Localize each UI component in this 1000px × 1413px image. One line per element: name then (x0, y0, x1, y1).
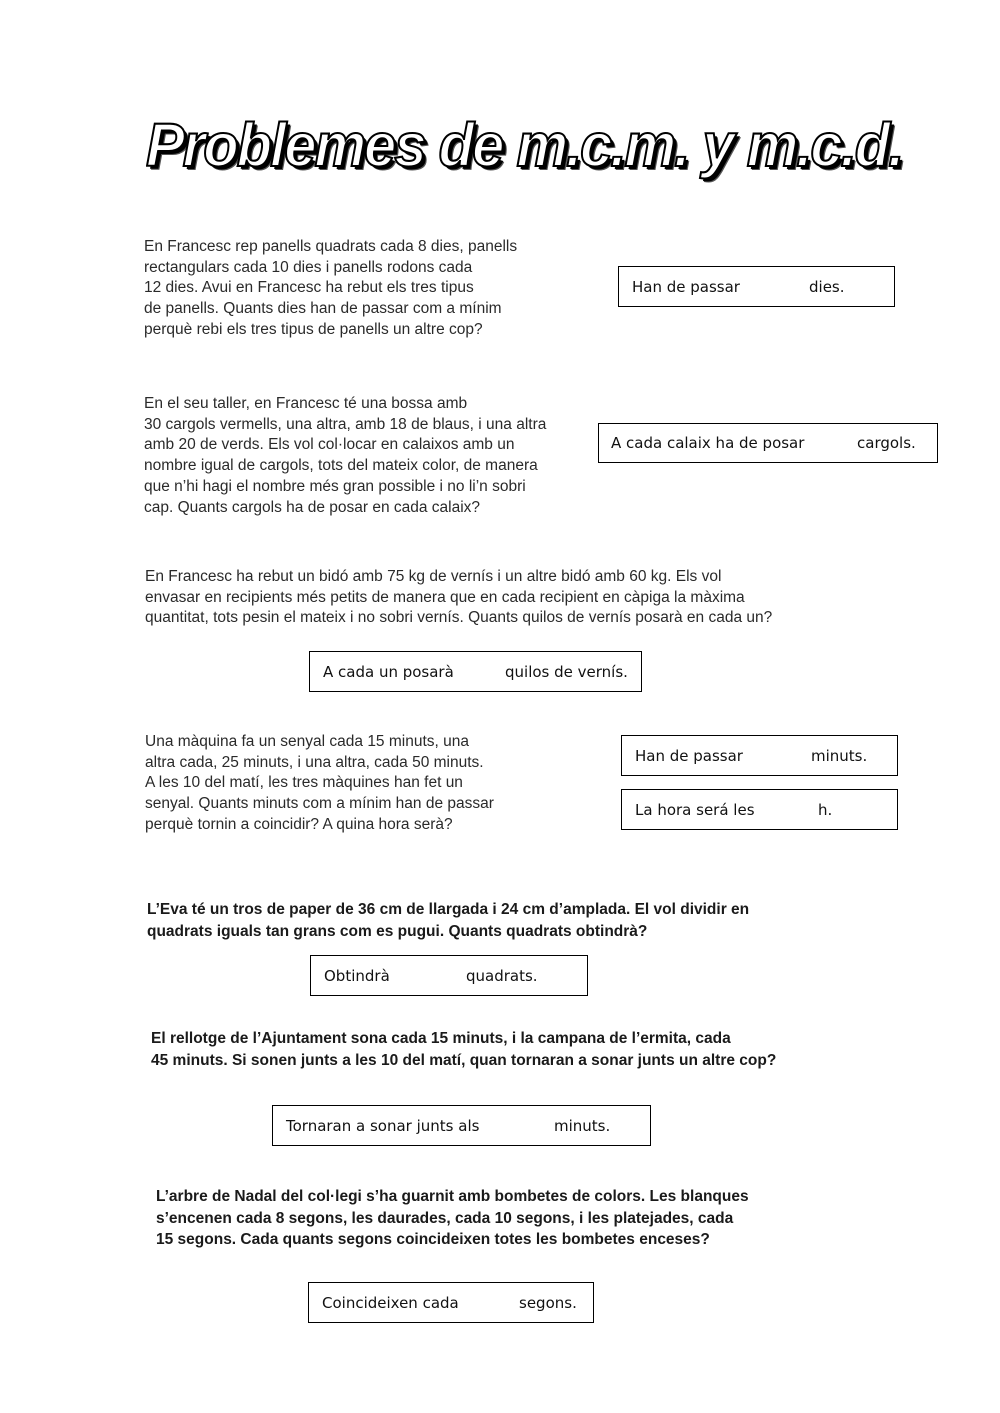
problem-7-text (156, 1186, 749, 1251)
problem-line: s’encenen cada 8 segons, les daurades, cada 10 segons, i les platejades, cada (156, 1209, 734, 1227)
answer-box-6[interactable] (272, 1105, 651, 1146)
answer-prefix: La hora será les (635, 800, 755, 819)
problem-line: L’Eva té un tros de paper de 36 cm de llargada i 24 cm d’amplada. El vol dividir en (147, 901, 750, 918)
problem-line: Una màquina fa un senyal cada 15 minuts, una (145, 733, 469, 750)
problem-line: En Francesc rep panells quadrats cada 8 dies, panells (144, 238, 518, 255)
answer-suffix: minuts. (811, 746, 868, 765)
answer-prefix: Tornaran a sonar junts als (286, 1116, 480, 1135)
answer-suffix: cargols. (857, 434, 916, 452)
answer-prefix: Obtindrà (324, 966, 390, 985)
answer-prefix: A cada un posarà (323, 662, 454, 681)
problem-line: envasar en recipients més petits de manera que en cada recipient en càpiga la màxima (145, 588, 745, 606)
problem-line: En Francesc ha rebut un bidó amb 75 kg de vernís i un altre bidó amb 60 kg. Els vol (145, 568, 722, 585)
problem-line: quadrats iguals tan grans com es pugui. Quants quadrats obtindrà? (147, 922, 648, 940)
problem-line: amb 20 de verds. Els vol col·locar en calaixos amb un (144, 436, 515, 454)
problem-line: senyal. Quants minuts com a mínim han de passar (145, 795, 494, 813)
answer-suffix: quilos de vernís. (505, 662, 628, 681)
answer-box-5[interactable] (310, 955, 588, 996)
problem-line: L’arbre de Nadal del col·legi s’ha guarnit amb bombetes de colors. Les blanques (156, 1188, 749, 1205)
problem-line: que n’hi hagi el nombre més gran possible i no li’n sobri (144, 477, 526, 495)
problem-line: En el seu taller, en Francesc té una bossa amb (144, 395, 468, 412)
answer-suffix: quadrats. (466, 966, 538, 985)
answer-suffix: minuts. (554, 1116, 611, 1135)
answer-box-1[interactable] (618, 266, 895, 307)
problem-line: perquè rebi els tres tipus de panells un altre cop? (144, 320, 483, 338)
problem-line: 12 dies. Avui en Francesc ha rebut els tres tipus (144, 279, 474, 297)
problem-line: perquè tornin a coincidir? A quina hora serà? (145, 815, 453, 833)
problem-line: de panells. Quants dies han de passar com a mínim (144, 300, 502, 318)
answer-prefix: Han de passar (635, 746, 743, 765)
answer-box-4a[interactable] (621, 735, 898, 776)
problem-line: A les 10 del matí, les tres màquines han fet un (145, 774, 463, 792)
problem-line: nombre igual de cargols, tots del mateix color, de manera (144, 457, 538, 475)
problem-line: 15 segons. Cada quants segons coincideixen totes les bombetes enceses? (156, 1231, 710, 1248)
answer-prefix: Coincideixen cada (322, 1293, 459, 1312)
problem-1-text (144, 237, 517, 341)
page-title: Problemes de m.c.m. y m.c.d. (146, 111, 903, 180)
problem-line: altra cada, 25 minuts, i una altra, cada 50 minuts. (145, 753, 484, 771)
answer-prefix: Han de passar (632, 277, 740, 296)
problem-line: rectangulars cada 10 dies i panells rodons cada (144, 258, 473, 276)
problem-6-text (151, 1028, 776, 1071)
answer-suffix: h. (818, 800, 833, 819)
answer-box-3[interactable] (309, 651, 642, 692)
answer-suffix: segons. (519, 1293, 577, 1312)
problem-line: 30 cargols vermells, una altra, amb 18 de blaus, i una altra (144, 415, 547, 433)
problem-line: quantitat, tots pesin el mateix i no sobri vernís. Quants quilos de vernís posarà en cada un? (145, 609, 773, 627)
problem-line: cap. Quants cargols ha de posar en cada calaix? (144, 498, 481, 516)
problem-2-text (144, 394, 546, 518)
problem-4-text (145, 732, 494, 836)
answer-suffix: dies. (809, 277, 845, 296)
answer-box-4b[interactable] (621, 789, 898, 830)
answer-box-7[interactable] (308, 1282, 594, 1323)
problem-5-text (147, 899, 749, 942)
problem-line: El rellotge de l’Ajuntament sona cada 15 minuts, i la campana de l’ermita, cada (151, 1030, 731, 1047)
answer-box-2[interactable] (598, 423, 938, 463)
answer-prefix: A cada calaix ha de posar (611, 434, 805, 452)
problem-3-text (145, 567, 772, 629)
problem-line: 45 minuts. Si sonen junts a les 10 del matí, quan tornaran a sonar junts un altre cop? (151, 1051, 777, 1069)
